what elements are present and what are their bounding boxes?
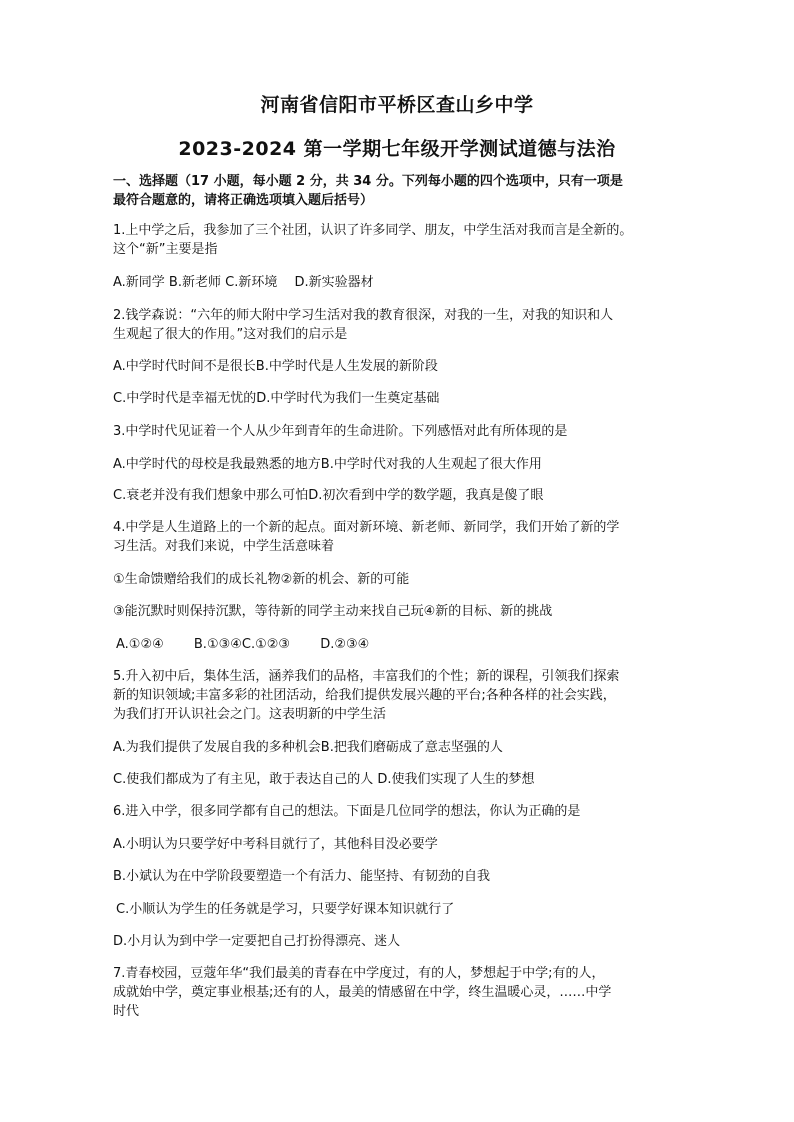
q6-option-c: C.小顺认为学生的任务就是学习，只要学好课本知识就行了 [116,902,455,917]
q3-stem-line1: 3.中学时代见证着一个人从少年到青年的生命进阶。下列感悟对此有所体现的是 [113,424,568,439]
q4-stem-line2: 习生活。对我们来说，中学生活意味着 [113,539,335,554]
q4-options: A.①②④ B.①③④C.①②③ D.②③④ [116,637,370,652]
q2-options-cd: C.中学时代是幸福无忧的D.中学时代为我们一生奠定基础 [113,391,440,406]
q5-stem-line1: 5.升入初中后，集体生活，涵养我们的品格，丰富我们的个性；新的课程，引领我们探索 [113,669,620,684]
q7-stem-line1: 7.青春校园，豆蔻年华“我们最美的青春在中学度过，有的人，梦想起于中学;有的人， [113,966,605,981]
q1-options: A.新同学 B.新老师 C.新环境 D.新实验器材 [113,275,374,290]
q5-options-cd: C.使我们都成为了有主见，敢于表达自己的人 D.使我们实现了人生的梦想 [113,772,535,787]
q1-stem-line1: 1.上中学之后，我参加了三个社团，认识了许多同学、朋友，中学生活对我而言是全新的。 [113,223,633,238]
q6-stem-line1: 6.进入中学，很多同学都有自己的想法。下面是几位同学的想法，你认为正确的是 [113,804,581,819]
q5-stem-line3: 为我们打开认识社会之门。这表明新的中学生活 [113,707,387,722]
q4-items-34: ③能沉默时则保持沉默，等待新的同学主动来找自己玩④新的目标、新的挑战 [113,604,553,619]
q1-stem-line2: 这个“新”主要是指 [113,242,218,257]
section-instructions-line2: 最符合题意的，请将正确选项填入题后括号） [113,193,374,208]
q3-options-ab: A.中学时代的母校是我最熟悉的地方B.中学时代对我的人生观起了很大作用 [113,457,542,472]
q7-stem-line2: 成就始中学，奠定事业根基;还有的人，最美的情感留在中学，终生温暖心灵，……中学 [113,985,612,1000]
q4-items-12: ①生命馈赠给我们的成长礼物②新的机会、新的可能 [113,572,410,587]
q2-stem-line2: 生观起了很大的作用。”这对我们的启示是 [113,327,348,342]
q2-stem-line1: 2.钱学森说：“六年的师大附中学习生活对我的教育很深，对我的一生，对我的知识和人 [113,308,614,323]
q6-option-b: B.小斌认为在中学阶段要塑造一个有活力、能坚持、有韧劲的自我 [113,869,491,884]
q7-stem-line3: 时代 [113,1004,140,1019]
school-title: 河南省信阳市平桥区查山乡中学 [260,94,534,116]
q6-option-d: D.小月认为到中学一定要把自己打扮得漂亮、迷人 [113,934,401,949]
q5-stem-line2: 新的知识领域;丰富多彩的社团活动，给我们提供发展兴趣的平台;各种各样的社会实践， [113,688,616,703]
q4-stem-line1: 4.中学是人生道路上的一个新的起点。面对新环境、新老师、新同学，我们开始了新的学 [113,520,620,535]
section-instructions-line1: 一、选择题（17 小题，每小题 2 分，共 34 分。下列每小题的四个选项中，只有一项是 [113,174,623,189]
q2-options-ab: A.中学时代时间不是很长B.中学时代是人生发展的新阶段 [113,359,438,374]
q5-options-ab: A.为我们提供了发展自我的多种机会B.把我们磨砺成了意志坚强的人 [113,740,503,755]
exam-title: 2023-2024 第一学期七年级开学测试道德与法治 [178,138,616,160]
q6-option-a: A.小明认为只要学好中考科目就行了，其他科目没必要学 [113,837,438,852]
q3-options-cd: C.衰老并没有我们想象中那么可怕D.初次看到中学的数学题，我真是傻了眼 [113,488,544,503]
